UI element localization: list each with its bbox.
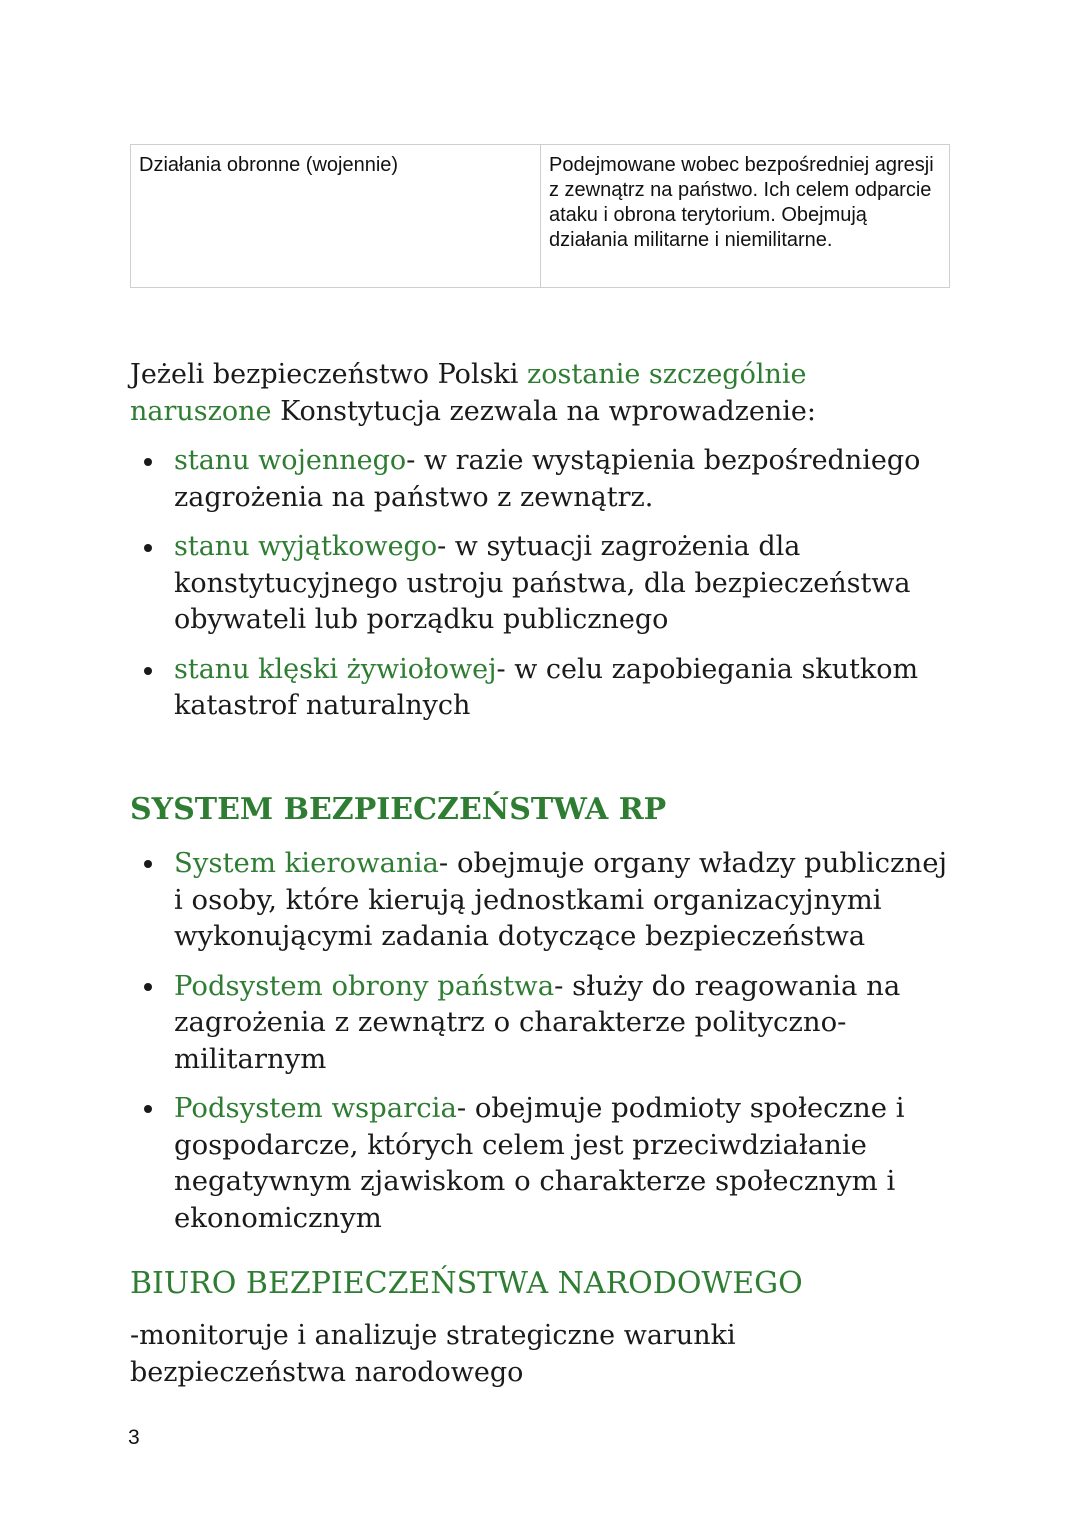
list-item-term: stanu wojennego xyxy=(174,445,407,476)
list-item xyxy=(130,968,960,1078)
list-item-desc: - obejmuje podmioty społeczne i gospodarcze, których celem jest przeciwdziałanie negatywnym zjawiskom o charakterze społecznym i ekonomicznym xyxy=(174,1092,905,1234)
list-item-desc: - w razie wystąpienia bezpośredniego zagrożenia na państwo z zewnątrz. xyxy=(174,445,921,513)
list-item-term: Podsystem wsparcia xyxy=(174,1092,457,1124)
list-item-term: Podsystem obrony państwa xyxy=(174,969,555,1002)
table-row xyxy=(131,145,950,288)
list-item xyxy=(130,529,960,639)
list-item-desc: - służy do reagowania na zagrożenia z zewnątrz o charakterze polityczno-militarnym xyxy=(174,969,901,1075)
system-list xyxy=(130,845,960,1249)
table-cell-description: Podejmowane wobec bezpośredniej agresji z zewnątrz na państwo. Ich celem odparcie ataku i obrona terytorium. Obejmują działania militarne i niemilitarne. xyxy=(541,145,950,288)
system-heading: SYSTEM BEZPIECZEŃSTWA RP xyxy=(130,792,667,827)
list-item-term: stanu wyjątkowego xyxy=(174,531,438,562)
list-item xyxy=(130,443,960,516)
actions-table xyxy=(130,144,950,288)
intro-text-after: Konstytucja zezwala na wprowadzenie: xyxy=(271,396,816,427)
list-item-desc: - w celu zapobiegania skutkom katastrof naturalnych xyxy=(174,653,919,721)
list-item-term: stanu klęski żywiołowej xyxy=(174,653,497,685)
list-item-desc: - obejmuje organy władzy publicznej i osoby, które kierują jednostkami organizacyjnymi wykonującymi zadania dotyczące bezpieczeństwa xyxy=(174,847,948,952)
list-item xyxy=(130,652,960,725)
intro-paragraph xyxy=(130,356,950,430)
list-item xyxy=(130,845,960,955)
bbn-heading: BIURO BEZPIECZEŃSTWA NARODOWEGO xyxy=(130,1266,803,1301)
states-list xyxy=(130,443,960,738)
table-cell-name: Działania obronne (wojennie) xyxy=(131,145,541,288)
list-item-desc: - w sytuacji zagrożenia dla konstytucyjnego ustroju państwa, dla bezpieczeństwa obywateli lub porządku publicznego xyxy=(174,531,911,635)
list-item xyxy=(130,1090,960,1236)
intro-text-before: Jeżeli bezpieczeństwo Polski xyxy=(130,359,528,390)
intro-highlight: zostanie szczególnie naruszone xyxy=(130,359,807,427)
list-item-term: System kierowania xyxy=(174,847,439,879)
page-number: 3 xyxy=(128,1426,140,1449)
bbn-paragraph: -monitoruje i analizuje strategiczne warunki bezpieczeństwa narodowego xyxy=(130,1320,736,1388)
